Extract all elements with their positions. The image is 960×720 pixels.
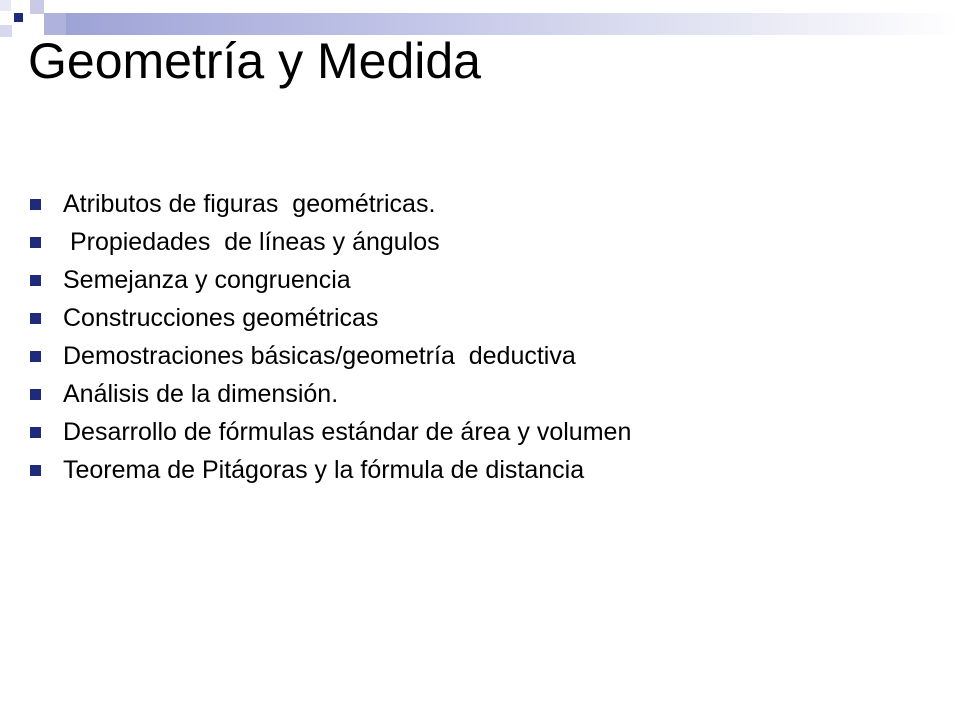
- header-gradient-bar: [66, 13, 960, 35]
- list-item: [30, 413, 631, 451]
- square-bullet-icon: [30, 313, 41, 324]
- bullet-text: Atributos de figuras geométricas.: [63, 189, 436, 218]
- square-bullet-icon: [30, 275, 41, 286]
- square-bullet-icon: [30, 351, 41, 362]
- slide-title: Geometría y Medida: [28, 33, 481, 89]
- square-bullet-icon: [30, 199, 41, 210]
- list-item: [30, 337, 631, 375]
- bullet-text: Construcciones geométricas: [63, 303, 379, 332]
- bullet-text: Demostraciones básicas/geometría deductiva: [63, 341, 576, 370]
- bullet-text: Propiedades de líneas y ángulos: [63, 227, 440, 256]
- list-item: [30, 185, 631, 223]
- bullet-list: [30, 185, 631, 489]
- square-bullet-icon: [30, 427, 41, 438]
- decor-square-icon: [14, 13, 23, 22]
- list-item: [30, 451, 631, 489]
- list-item: [30, 223, 631, 261]
- square-bullet-icon: [30, 465, 41, 476]
- bullet-text: Semejanza y congruencia: [63, 265, 351, 294]
- list-item: [30, 261, 631, 299]
- decor-square-icon: [0, 0, 11, 11]
- decor-square-icon: [44, 13, 66, 35]
- list-item: [30, 375, 631, 413]
- bullet-text: Desarrollo de fórmulas estándar de área y volumen: [63, 417, 632, 446]
- bullet-text: Teorema de Pitágoras y la fórmula de distancia: [63, 455, 585, 484]
- bullet-text: Análisis de la dimensión.: [63, 379, 339, 408]
- decor-square-icon: [30, 0, 44, 14]
- square-bullet-icon: [30, 237, 41, 248]
- decor-square-icon: [0, 25, 12, 37]
- list-item: [30, 299, 631, 337]
- square-bullet-icon: [30, 389, 41, 400]
